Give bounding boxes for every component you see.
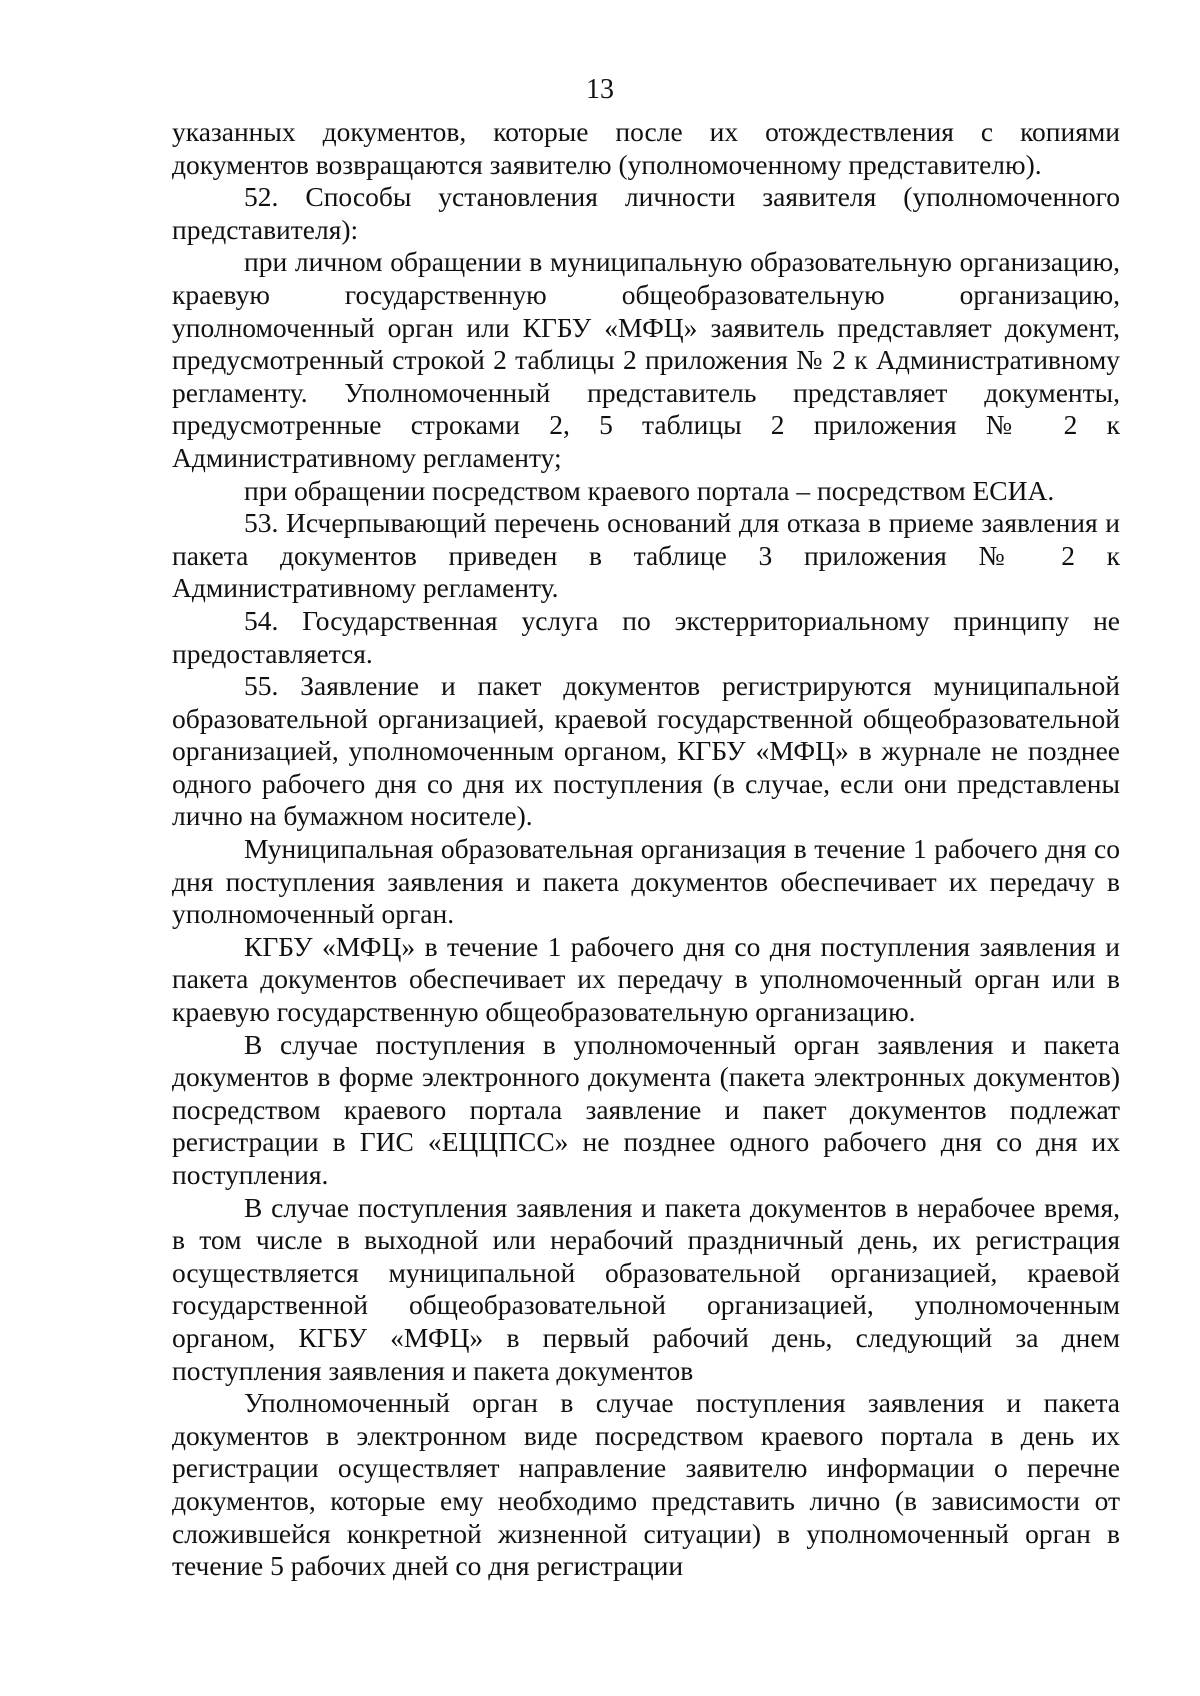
document-body [172,116,1120,1583]
paragraph-54: 54. Государственная услуга по экстерриториальному принципу не предоставляется. [172,604,1120,669]
paragraph-mfc-transfer: КГБУ «МФЦ» в течение 1 рабочего дня со дня поступления заявления и пакета документов обеспечивает их передачу в уполномоченный орган или в краевую государственную общеобразовательную организацию. [172,930,1120,1028]
paragraph-55: 55. Заявление и пакет документов регистрируются муниципальной образовательной организацией, краевой государственной общеобразовательной организацией, уполномоченным органом, КГБУ «МФЦ» в журнале не позднее одного рабочего дня со дня их поступления (в случае, если они представлены лично на бумажном носителе). [172,670,1120,832]
page-number: 13 [586,74,614,105]
paragraph-non-working-time: В случае поступления заявления и пакета документов в нерабочее время, в том числе в выходной или нерабочий праздничный день, их регистрация осуществляется муниципальной образовательной организацией, краевой государственной общеобразовательной организацией, уполномоченным органом, КГБУ «МФЦ» в первый рабочий день, следующий за днем поступления заявления и пакета документов [172,1191,1120,1386]
paragraph-electronic-registration: В случае поступления в уполномоченный орган заявления и пакета документов в форме электронного документа (пакета электронных документов) посредством краевого портала заявление и пакет документов подлежат регистрации в ГИС «ЕЦЦПСС» не позднее одного рабочего дня со дня их поступления. [172,1028,1120,1190]
paragraph-continuation: указанных документов, которые после их отождествления с копиями документов возвращаются заявителю (уполномоченному представителю). [172,116,1120,180]
paragraph-52: 52. Способы установления личности заявителя (уполномоченного представителя): [172,181,1120,245]
paragraph-53: 53. Исчерпывающий перечень оснований для отказа в приеме заявления и пакета документов приведен в таблице 3 приложения № 2 к Административному регламенту. [172,507,1120,604]
paragraph-portal-esia: при обращении посредством краевого портала – посредством ЕСИА. [244,474,1055,506]
paragraph-personal-visit: при личном обращении в муниципальную образовательную организацию, краевую государственную общеобразовательную организацию, уполномоченный орган или КГБУ «МФЦ» заявитель представляет документ, предусмотренный строкой 2 таблицы 2 приложения № 2 к Административному регламенту. Уполномоченный представитель представляет документы, предусмотренные строками 2, 5 таблицы 2 приложения № 2 к Административному регламенту; [172,246,1120,473]
paragraph-authorized-body-notice: Уполномоченный орган в случае поступления заявления и пакета документов в электронном виде посредством краевого портала в день их регистрации осуществляет направление заявителю информации о перечне документов, которые ему необходимо представить лично (в зависимости от сложившейся конкретной жизненной ситуации) в уполномоченный орган в течение 5 рабочих дней со дня регистрации [172,1387,1120,1582]
paragraph-municipal-organization: Муниципальная образовательная организация в течение 1 рабочего дня со дня поступления заявления и пакета документов обеспечивает их передачу в уполномоченный орган. [172,833,1120,930]
